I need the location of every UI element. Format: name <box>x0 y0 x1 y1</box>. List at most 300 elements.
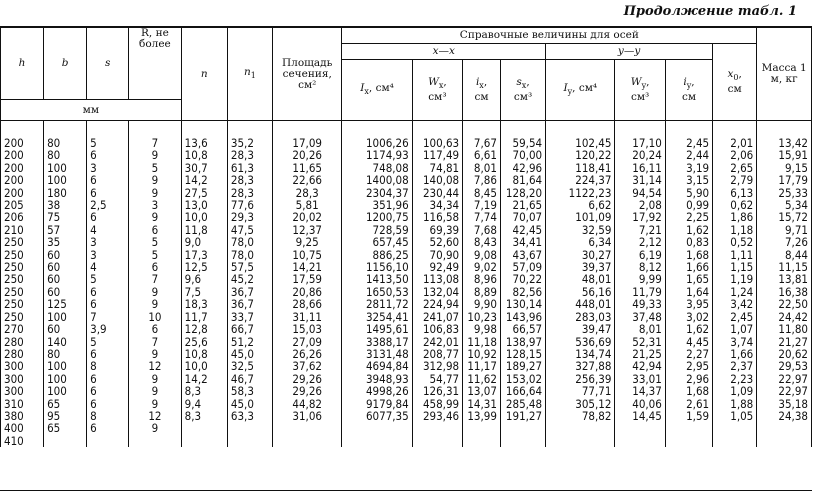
table-cell: 3,42 <box>730 297 754 312</box>
table-cell: 60 <box>47 284 61 299</box>
table-cell: 17,59 <box>292 272 322 287</box>
table-cell: 57 <box>47 222 61 237</box>
table-cell: 210 <box>4 222 24 237</box>
table-cell: 27,5 <box>184 185 208 200</box>
table-cell: 100 <box>47 384 67 399</box>
table-cell: 28,3 <box>230 185 254 200</box>
table-cell: 51,2 <box>230 334 254 349</box>
table-cell: 458,99 <box>422 396 460 411</box>
table-cell: 10,23 <box>467 309 497 324</box>
header-axis-y: y—y <box>546 44 713 60</box>
table-cell: 6,61 <box>473 148 497 163</box>
table-cell: 44,82 <box>292 396 322 411</box>
table-cell: 57,09 <box>512 260 543 275</box>
table-cell: 29,26 <box>292 371 322 386</box>
table-cell: 2,65 <box>730 160 754 175</box>
table-cell: 113,08 <box>422 272 460 287</box>
table-cell: 31,11 <box>292 309 322 324</box>
table-cell: 166,64 <box>505 384 543 399</box>
table-cell: 100 <box>47 371 67 386</box>
table-cell: 1,18 <box>730 222 754 237</box>
table-cell: 1650,53 <box>365 284 409 299</box>
table-cell: 120,22 <box>575 148 612 163</box>
table-cell: 3388,17 <box>365 334 409 349</box>
header-units-mm: мм <box>1 100 182 121</box>
table-cell: 37,62 <box>292 359 322 374</box>
table-cell: 143,96 <box>505 309 543 324</box>
table-cell: 92,49 <box>429 260 460 275</box>
table-cell: 230,44 <box>422 185 460 200</box>
table-cell: 280 <box>4 334 24 349</box>
header-iy-moment: $I_y$, см⁴ <box>546 60 615 121</box>
table-cell: 9,25 <box>295 235 319 250</box>
table-cell: 65 <box>47 421 61 436</box>
table-cell: 48,01 <box>581 272 612 287</box>
table-caption: Продолжение табл. 1 <box>623 4 797 19</box>
table-cell: 1,86 <box>730 210 754 225</box>
col-sx <box>500 121 545 448</box>
col-area <box>273 121 342 448</box>
table-cell: 125 <box>47 297 67 312</box>
table-cell: 293,46 <box>422 408 460 423</box>
table-cell: 10,0 <box>184 210 208 225</box>
table-cell: 250 <box>4 247 24 262</box>
table-cell: 36,7 <box>230 284 254 299</box>
table-cell: 100 <box>47 309 67 324</box>
table-cell: 9 <box>151 384 159 399</box>
table-cell: 37,48 <box>632 309 662 324</box>
table-cell: 7 <box>151 136 159 150</box>
table-cell: 47,5 <box>230 222 254 237</box>
table-cell: 11,80 <box>778 322 808 337</box>
col-r <box>129 121 182 448</box>
table-cell: 17,79 <box>778 173 808 188</box>
table-cell: 81,64 <box>512 173 543 188</box>
table-cell: 9,02 <box>473 260 497 275</box>
table-cell: 189,27 <box>505 359 543 374</box>
table-cell: 5 <box>151 247 159 262</box>
table-cell: 11,17 <box>467 359 497 374</box>
table-cell: 9179,84 <box>365 396 409 411</box>
col-mass <box>757 121 812 448</box>
table-cell: 242,01 <box>422 334 460 349</box>
table-cell: 31,14 <box>632 173 662 188</box>
table-cell: 448,01 <box>575 297 612 312</box>
table-cell: 3 <box>90 160 97 175</box>
table-cell: 1,64 <box>686 284 710 299</box>
table-cell: 2,27 <box>686 346 710 361</box>
table-cell: 11,79 <box>632 284 662 299</box>
table-cell: 21,25 <box>632 346 662 361</box>
table-cell: 9,4 <box>184 396 202 411</box>
table-cell: 134,74 <box>575 346 612 361</box>
table-cell: 11,8 <box>184 222 208 237</box>
table-cell: 9 <box>151 185 159 200</box>
table-cell: 200 <box>4 173 24 188</box>
table-cell: 17,10 <box>632 136 662 150</box>
table-cell: 2,79 <box>730 173 754 188</box>
table-cell: 300 <box>4 384 24 399</box>
table-cell: 1,62 <box>686 222 710 237</box>
table-cell: 9 <box>151 421 159 436</box>
table-cell: 39,47 <box>581 322 612 337</box>
table-cell: 43,67 <box>512 247 543 262</box>
table-cell: 6 <box>90 421 97 436</box>
table-cell: 9,99 <box>638 272 662 287</box>
table-cell: 11,15 <box>778 260 808 275</box>
table-cell: 10,0 <box>184 359 208 374</box>
table-cell: 2,5 <box>90 198 107 213</box>
table-cell: 59,54 <box>512 136 543 150</box>
table-cell: 3 <box>90 247 97 262</box>
table-cell: 35 <box>47 235 61 250</box>
table-cell: 17,3 <box>184 247 208 262</box>
table-cell: 10 <box>148 309 162 324</box>
table-cell: 11,62 <box>467 371 497 386</box>
table-cell: 7,26 <box>784 235 808 250</box>
table-cell: 29,3 <box>230 210 254 225</box>
table-cell: 6 <box>90 396 97 411</box>
table-cell: 250 <box>4 309 24 324</box>
table-cell: 3 <box>90 235 97 250</box>
table-cell: 14,37 <box>632 384 662 399</box>
table-cell: 100,63 <box>422 136 460 150</box>
table-cell: 9,08 <box>473 247 497 262</box>
table-cell: 657,45 <box>372 235 409 250</box>
table-cell: 140 <box>47 334 67 349</box>
table-cell: 66,57 <box>512 322 543 337</box>
table-cell: 16,11 <box>632 160 662 175</box>
table-cell: 283,03 <box>575 309 612 324</box>
table-cell: 8,3 <box>184 384 202 399</box>
col-ix-radius <box>463 121 501 448</box>
table-cell: 102,45 <box>575 136 612 150</box>
table-cell: 748,08 <box>372 160 409 175</box>
table-cell: 61,3 <box>230 160 254 175</box>
table-cell: 7,21 <box>638 222 662 237</box>
table-cell: 138,97 <box>505 334 543 349</box>
table-cell: 1200,75 <box>365 210 409 225</box>
table-cell: 54,77 <box>429 371 460 386</box>
table-cell: 1006,26 <box>365 136 409 150</box>
table-cell: 40,06 <box>632 396 662 411</box>
table-cell: 8,89 <box>473 284 497 299</box>
table-cell: 14,21 <box>292 260 322 275</box>
table-cell: 224,37 <box>575 173 612 188</box>
table-cell: 24,38 <box>778 408 808 423</box>
table-cell: 9 <box>151 346 159 361</box>
table-cell: 728,59 <box>372 222 409 237</box>
table-cell: 205 <box>4 198 24 213</box>
table-cell: 7 <box>151 272 159 287</box>
col-iy-radius <box>665 121 712 448</box>
table-cell: 45,0 <box>230 396 254 411</box>
table-cell: 3 <box>151 198 159 213</box>
col-b <box>44 121 87 448</box>
table-cell: 3,19 <box>686 160 710 175</box>
table-cell: 4,45 <box>686 334 710 349</box>
table-cell: 9 <box>151 210 159 225</box>
table-cell: 94,54 <box>632 185 662 200</box>
table-cell: 32,5 <box>230 359 254 374</box>
table-cell: 35,18 <box>778 396 808 411</box>
table-cell: 256,39 <box>575 371 612 386</box>
table-cell: 1156,10 <box>365 260 409 275</box>
table-cell: 1,05 <box>730 408 754 423</box>
table-cell: 52,31 <box>632 334 662 349</box>
table-cell: 14,2 <box>184 371 208 386</box>
table-cell: 80 <box>47 148 61 163</box>
table-cell: 82,56 <box>512 284 543 299</box>
table-cell: 22,97 <box>778 371 808 386</box>
table-cell: 10,8 <box>184 148 208 163</box>
table-cell: 0,52 <box>730 235 754 250</box>
table-cell: 8,44 <box>784 247 808 262</box>
table-cell: 0,83 <box>686 235 710 250</box>
table-cell: 200 <box>4 185 24 200</box>
table-cell: 25,6 <box>184 334 208 349</box>
table-cell: 2,95 <box>686 359 710 374</box>
table-cell: 45,0 <box>230 346 254 361</box>
table-cell: 78,0 <box>230 247 254 262</box>
table-cell: 100 <box>47 160 67 175</box>
table-cell: 9 <box>151 148 159 163</box>
table-cell: 200 <box>4 160 24 175</box>
table-cell: 312,98 <box>422 359 460 374</box>
table-cell: 6 <box>90 297 97 312</box>
table-cell: 28,3 <box>295 185 319 200</box>
table-cell: 536,69 <box>575 334 612 349</box>
table-cell: 5 <box>90 136 97 150</box>
table-cell: 2811,72 <box>365 297 409 312</box>
table-cell: 118,41 <box>575 160 612 175</box>
col-s <box>87 121 129 448</box>
table-cell: 2,08 <box>638 198 662 213</box>
table-cell: 80 <box>47 346 61 361</box>
table-cell: 106,83 <box>422 322 460 337</box>
header-mass: Масса 1 м, кг <box>757 28 812 121</box>
table-cell: 6,13 <box>730 185 754 200</box>
table-cell: 3948,93 <box>365 371 409 386</box>
table-cell: 101,09 <box>575 210 612 225</box>
table-cell: 28,3 <box>230 173 254 188</box>
table-cell: 6 <box>90 284 97 299</box>
table-cell: 9,15 <box>784 160 808 175</box>
table-cell: 15,72 <box>778 210 808 225</box>
table-cell: 2,44 <box>686 148 710 163</box>
table-cell: 5 <box>90 334 97 349</box>
table-cell: 6 <box>151 222 159 237</box>
table-cell: 70,90 <box>429 247 460 262</box>
table-cell: 410 <box>4 433 24 448</box>
table-cell: 6,62 <box>588 198 612 213</box>
table-cell: 1122,23 <box>568 185 612 200</box>
table-cell: 886,25 <box>372 247 409 262</box>
table-cell: 7,19 <box>473 198 497 213</box>
header-axis-x: x—x <box>342 44 546 60</box>
table-cell: 13,0 <box>184 198 208 213</box>
table-cell: 0,62 <box>730 198 754 213</box>
header-n1: $n_1$ <box>227 28 272 121</box>
table-cell: 153,02 <box>505 371 543 386</box>
table-cell: 26,26 <box>292 346 322 361</box>
header-wx: $W_x$, см³ <box>412 60 462 121</box>
table-cell: 11,7 <box>184 309 208 324</box>
col-n <box>181 121 227 448</box>
table-cell: 9 <box>151 173 159 188</box>
table-cell: 22,66 <box>292 173 322 188</box>
table-cell: 250 <box>4 284 24 299</box>
table-cell: 46,7 <box>230 371 254 386</box>
table-cell: 6 <box>90 148 97 163</box>
table-cell: 327,88 <box>575 359 612 374</box>
table-cell: 6 <box>90 371 97 386</box>
header-wy: $W_y$, см³ <box>615 60 665 121</box>
table-cell: 250 <box>4 272 24 287</box>
table-cell: 8 <box>90 408 97 423</box>
col-x0 <box>713 121 757 448</box>
table-cell: 34,34 <box>429 198 460 213</box>
table-cell: 250 <box>4 235 24 250</box>
table-cell: 2,23 <box>730 371 754 386</box>
table-cell: 8,3 <box>184 408 202 423</box>
table-cell: 22,97 <box>778 384 808 399</box>
table-cell: 20,02 <box>292 210 322 225</box>
table-cell: 12 <box>148 408 162 423</box>
table-cell: 60 <box>47 272 61 287</box>
table-cell: 3,02 <box>686 309 710 324</box>
table-cell: 11,65 <box>292 160 322 175</box>
header-n: n <box>181 28 227 121</box>
table-cell: 380 <box>4 408 24 423</box>
table-cell: 6,34 <box>588 235 612 250</box>
table-cell: 6 <box>90 384 97 399</box>
table-cell: 38 <box>47 198 61 213</box>
table-cell: 6 <box>151 260 159 275</box>
header-b: b <box>44 28 87 100</box>
table-cell: 200 <box>4 136 24 150</box>
table-cell: 200 <box>4 148 24 163</box>
table-cell: 5,81 <box>295 198 319 213</box>
table-cell: 70,00 <box>512 148 543 163</box>
table-cell: 13,07 <box>467 384 497 399</box>
table-cell: 0,99 <box>686 198 710 213</box>
table-cell: 12,5 <box>184 260 208 275</box>
table-cell: 128,15 <box>505 346 543 361</box>
table-cell: 10,75 <box>292 247 322 262</box>
table-cell: 63,3 <box>230 408 254 423</box>
table-cell: 4 <box>90 260 97 275</box>
table-cell: 21,65 <box>512 198 543 213</box>
table-cell: 13,42 <box>778 136 808 150</box>
table-cell: 2,12 <box>638 235 662 250</box>
table-cell: 5,34 <box>784 198 808 213</box>
table-cell: 270 <box>4 322 24 337</box>
table-cell: 128,20 <box>505 185 543 200</box>
col-wy <box>615 121 665 448</box>
table-cell: 45,2 <box>230 272 254 287</box>
table-cell: 3131,48 <box>365 346 409 361</box>
table-cell: 1,62 <box>686 322 710 337</box>
table-cell: 100 <box>47 173 67 188</box>
table-cell: 224,94 <box>422 297 460 312</box>
table-cell: 7,67 <box>473 136 497 150</box>
table-cell: 20,24 <box>632 148 662 163</box>
table-cell: 126,31 <box>422 384 460 399</box>
table-cell: 2,01 <box>730 136 754 150</box>
header-h: h <box>1 28 44 100</box>
table-cell: 206 <box>4 210 24 225</box>
table-cell: 13,99 <box>467 408 497 423</box>
table-cell: 1413,50 <box>365 272 409 287</box>
table-cell: 33,01 <box>632 371 662 386</box>
table-cell: 6 <box>90 346 97 361</box>
table-cell: 9,0 <box>184 235 202 250</box>
table-cell: 14,31 <box>467 396 497 411</box>
table-cell: 3,9 <box>90 322 107 337</box>
table-cell: 2,61 <box>686 396 710 411</box>
table-cell: 300 <box>4 371 24 386</box>
table-cell: 180 <box>47 185 67 200</box>
table-cell: 5,90 <box>686 185 710 200</box>
table-cell: 58,3 <box>230 384 254 399</box>
table-cell: 6 <box>90 173 97 188</box>
table-cell: 1,65 <box>686 272 710 287</box>
table-cell: 1,19 <box>730 272 754 287</box>
table-cell: 60 <box>47 247 61 262</box>
table-cell: 9 <box>151 297 159 312</box>
table-cell: 285,48 <box>505 396 543 411</box>
table-cell: 18,3 <box>184 297 208 312</box>
col-wx <box>412 121 462 448</box>
table-cell: 130,14 <box>505 297 543 312</box>
header-iy-radius: $i_y$, см <box>665 60 712 121</box>
table-cell: 3,15 <box>686 173 710 188</box>
table-cell: 31,06 <box>292 408 322 423</box>
table-cell: 1,24 <box>730 284 754 299</box>
table-cell: 42,96 <box>512 160 543 175</box>
table-cell: 1,15 <box>730 260 754 275</box>
table-cell: 33,7 <box>230 309 254 324</box>
table-cell: 77,6 <box>230 198 254 213</box>
table-cell: 8,12 <box>638 260 662 275</box>
table-cell: 9,6 <box>184 272 202 287</box>
table-cell: 12 <box>148 359 162 374</box>
table-cell: 34,41 <box>512 235 543 250</box>
table-cell: 310 <box>4 396 24 411</box>
table-cell: 191,27 <box>505 408 543 423</box>
table-cell: 1,68 <box>686 247 710 262</box>
table-cell: 9 <box>151 396 159 411</box>
header-area: Площадь сечения, см² <box>273 28 342 121</box>
table-cell: 29,26 <box>292 384 322 399</box>
table-cell: 1,59 <box>686 408 710 423</box>
table-cell: 9 <box>151 371 159 386</box>
header-s: s <box>87 28 129 100</box>
table-cell: 7 <box>151 334 159 349</box>
table-cell: 70,07 <box>512 210 543 225</box>
table-cell: 3254,41 <box>365 309 409 324</box>
table-cell: 60 <box>47 260 61 275</box>
table-cell: 60 <box>47 322 61 337</box>
table-cell: 9,90 <box>473 297 497 312</box>
table-cell: 9,71 <box>784 222 808 237</box>
header-r: R, не более <box>129 28 182 100</box>
table-cell: 95 <box>47 408 61 423</box>
table-cell: 250 <box>4 260 24 275</box>
table-cell: 6,19 <box>638 247 662 262</box>
table-cell: 2,45 <box>730 309 754 324</box>
